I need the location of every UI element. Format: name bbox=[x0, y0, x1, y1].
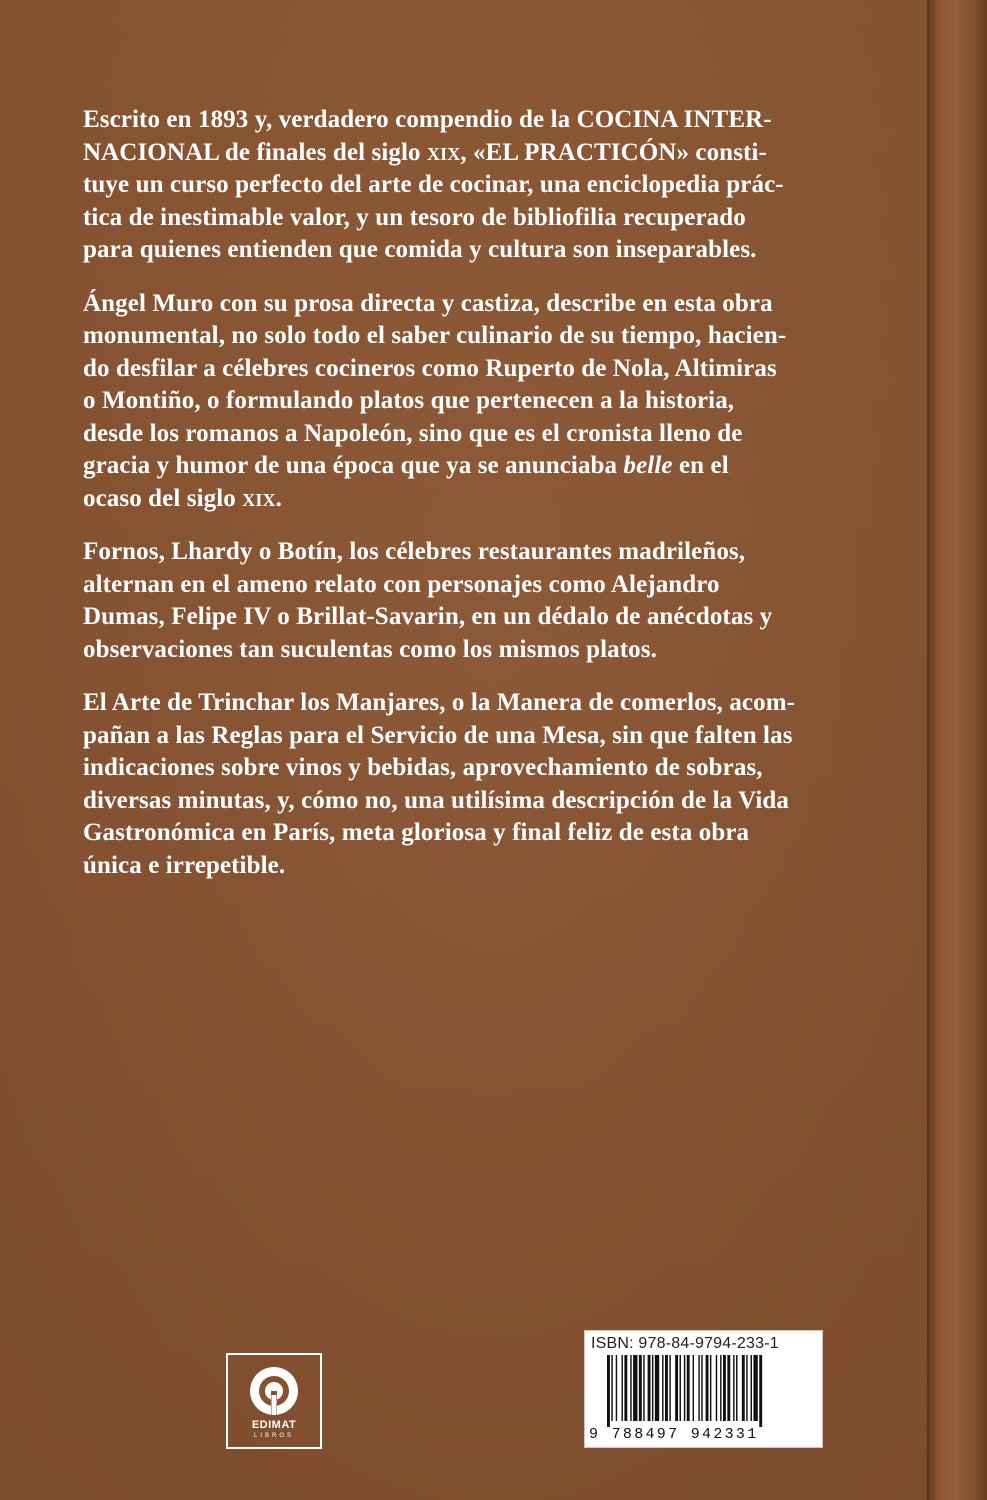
barcode-bar bbox=[624, 1355, 627, 1421]
barcode-bar bbox=[662, 1355, 663, 1421]
barcode-bar bbox=[643, 1355, 644, 1421]
italic-word: belle bbox=[623, 452, 673, 479]
barcode-bar bbox=[706, 1355, 709, 1421]
barcode-bar bbox=[693, 1355, 694, 1421]
publisher-logo bbox=[226, 1353, 322, 1449]
barcode-digits: 9 788497 942331 bbox=[589, 1426, 759, 1443]
blurb-text bbox=[83, 104, 843, 903]
barcode-bar bbox=[655, 1355, 659, 1421]
barcode-bar bbox=[701, 1355, 702, 1421]
barcode-bar bbox=[633, 1355, 637, 1421]
barcode-bar bbox=[742, 1355, 745, 1421]
spine-edge bbox=[927, 0, 987, 1500]
blurb-paragraph-2: Ángel Muro con su prosa directa y castiza, describe en esta obra monumental, no solo todo el saber culinario de su tiempo, hacien- do desfilar a célebres cocineros como Ruperto de Nola, Altimiras o Montiño, o formulando platos que pertenecen a la historia, desde los romanos a Napoleón, sino que es el cronista lleno de gracia y humor de una época que ya se anunciaba belle en el ocaso del siglo xix. bbox=[83, 289, 787, 512]
barcode-bar bbox=[736, 1355, 737, 1421]
edimat-logo-icon bbox=[248, 1365, 300, 1417]
barcode-bar bbox=[611, 1355, 612, 1421]
barcode-bar bbox=[727, 1355, 730, 1421]
barcode-bar bbox=[720, 1355, 721, 1421]
blurb-paragraph-1: Escrito en 1893 y, verdadero compendio de la COCINA INTER- NACIONAL de finales del siglo xix, «EL PRACTICÓN» consti- tuye un curso perfecto del arte de cocinar, una enciclopedia prác- tica de inestimable valor, y un tesoro de bibliofilia recuperado para quienes entienden que comida y cultura son inseparables. bbox=[83, 106, 784, 263]
roman-numeral-xix: xix bbox=[427, 138, 461, 166]
barcode-bar bbox=[746, 1355, 747, 1421]
barcode-bar bbox=[753, 1355, 757, 1421]
barcode-bar bbox=[630, 1355, 631, 1421]
barcode-bar bbox=[607, 1355, 610, 1427]
barcode-bar bbox=[675, 1355, 678, 1421]
barcode-bar bbox=[751, 1355, 752, 1421]
publisher-name: EDIMAT bbox=[251, 1419, 297, 1431]
barcode-bar bbox=[616, 1355, 617, 1421]
barcode-bar bbox=[648, 1355, 651, 1421]
barcode-icon bbox=[605, 1355, 813, 1427]
blurb-paragraph-3: Fornos, Lhardy o Botín, los célebres restaurantes madrileños, alternan en el ameno relato con personajes como Alejandro Dumas, Felipe IV o Brillat-Savarin, en un dédalo de anécdotas y observaciones tan suculentas como los mismos platos. bbox=[83, 538, 773, 663]
barcode-bar bbox=[698, 1355, 699, 1421]
barcode-bar bbox=[687, 1355, 690, 1421]
blurb-paragraph-4: El Arte de Trinchar los Manjares, o la Manera de comerlos, acom- pañan a las Reglas para el Servicio de una Mesa, sin que falten las indicaciones sobre vinos y bebidas, aprovechamiento de sobras, diversas minutas, y, cómo no, una utilísima descripción de la Vida Gastronómica en París, meta gloriosa y final feliz de esta obra única e irrepetible. bbox=[83, 689, 796, 879]
barcode-bar bbox=[710, 1355, 711, 1421]
barcode-bar bbox=[723, 1355, 726, 1421]
barcode-bar bbox=[733, 1355, 734, 1421]
barcode-bar bbox=[680, 1355, 681, 1421]
isbn-label: ISBN: 978-84-9794-233-1 bbox=[591, 1335, 779, 1352]
isbn-barcode-box bbox=[584, 1330, 823, 1448]
barcode-bar bbox=[716, 1355, 717, 1421]
barcode-bar bbox=[622, 1355, 623, 1421]
barcode-bar bbox=[759, 1355, 762, 1427]
barcode-bar bbox=[684, 1355, 685, 1421]
publisher-subtitle: LIBROS bbox=[253, 1433, 294, 1439]
barcode-bar bbox=[669, 1355, 670, 1421]
barcode-bar bbox=[652, 1355, 653, 1421]
barcode-bar bbox=[639, 1355, 642, 1421]
roman-numeral-xix: xix bbox=[242, 484, 276, 512]
barcode-bar bbox=[665, 1355, 668, 1421]
